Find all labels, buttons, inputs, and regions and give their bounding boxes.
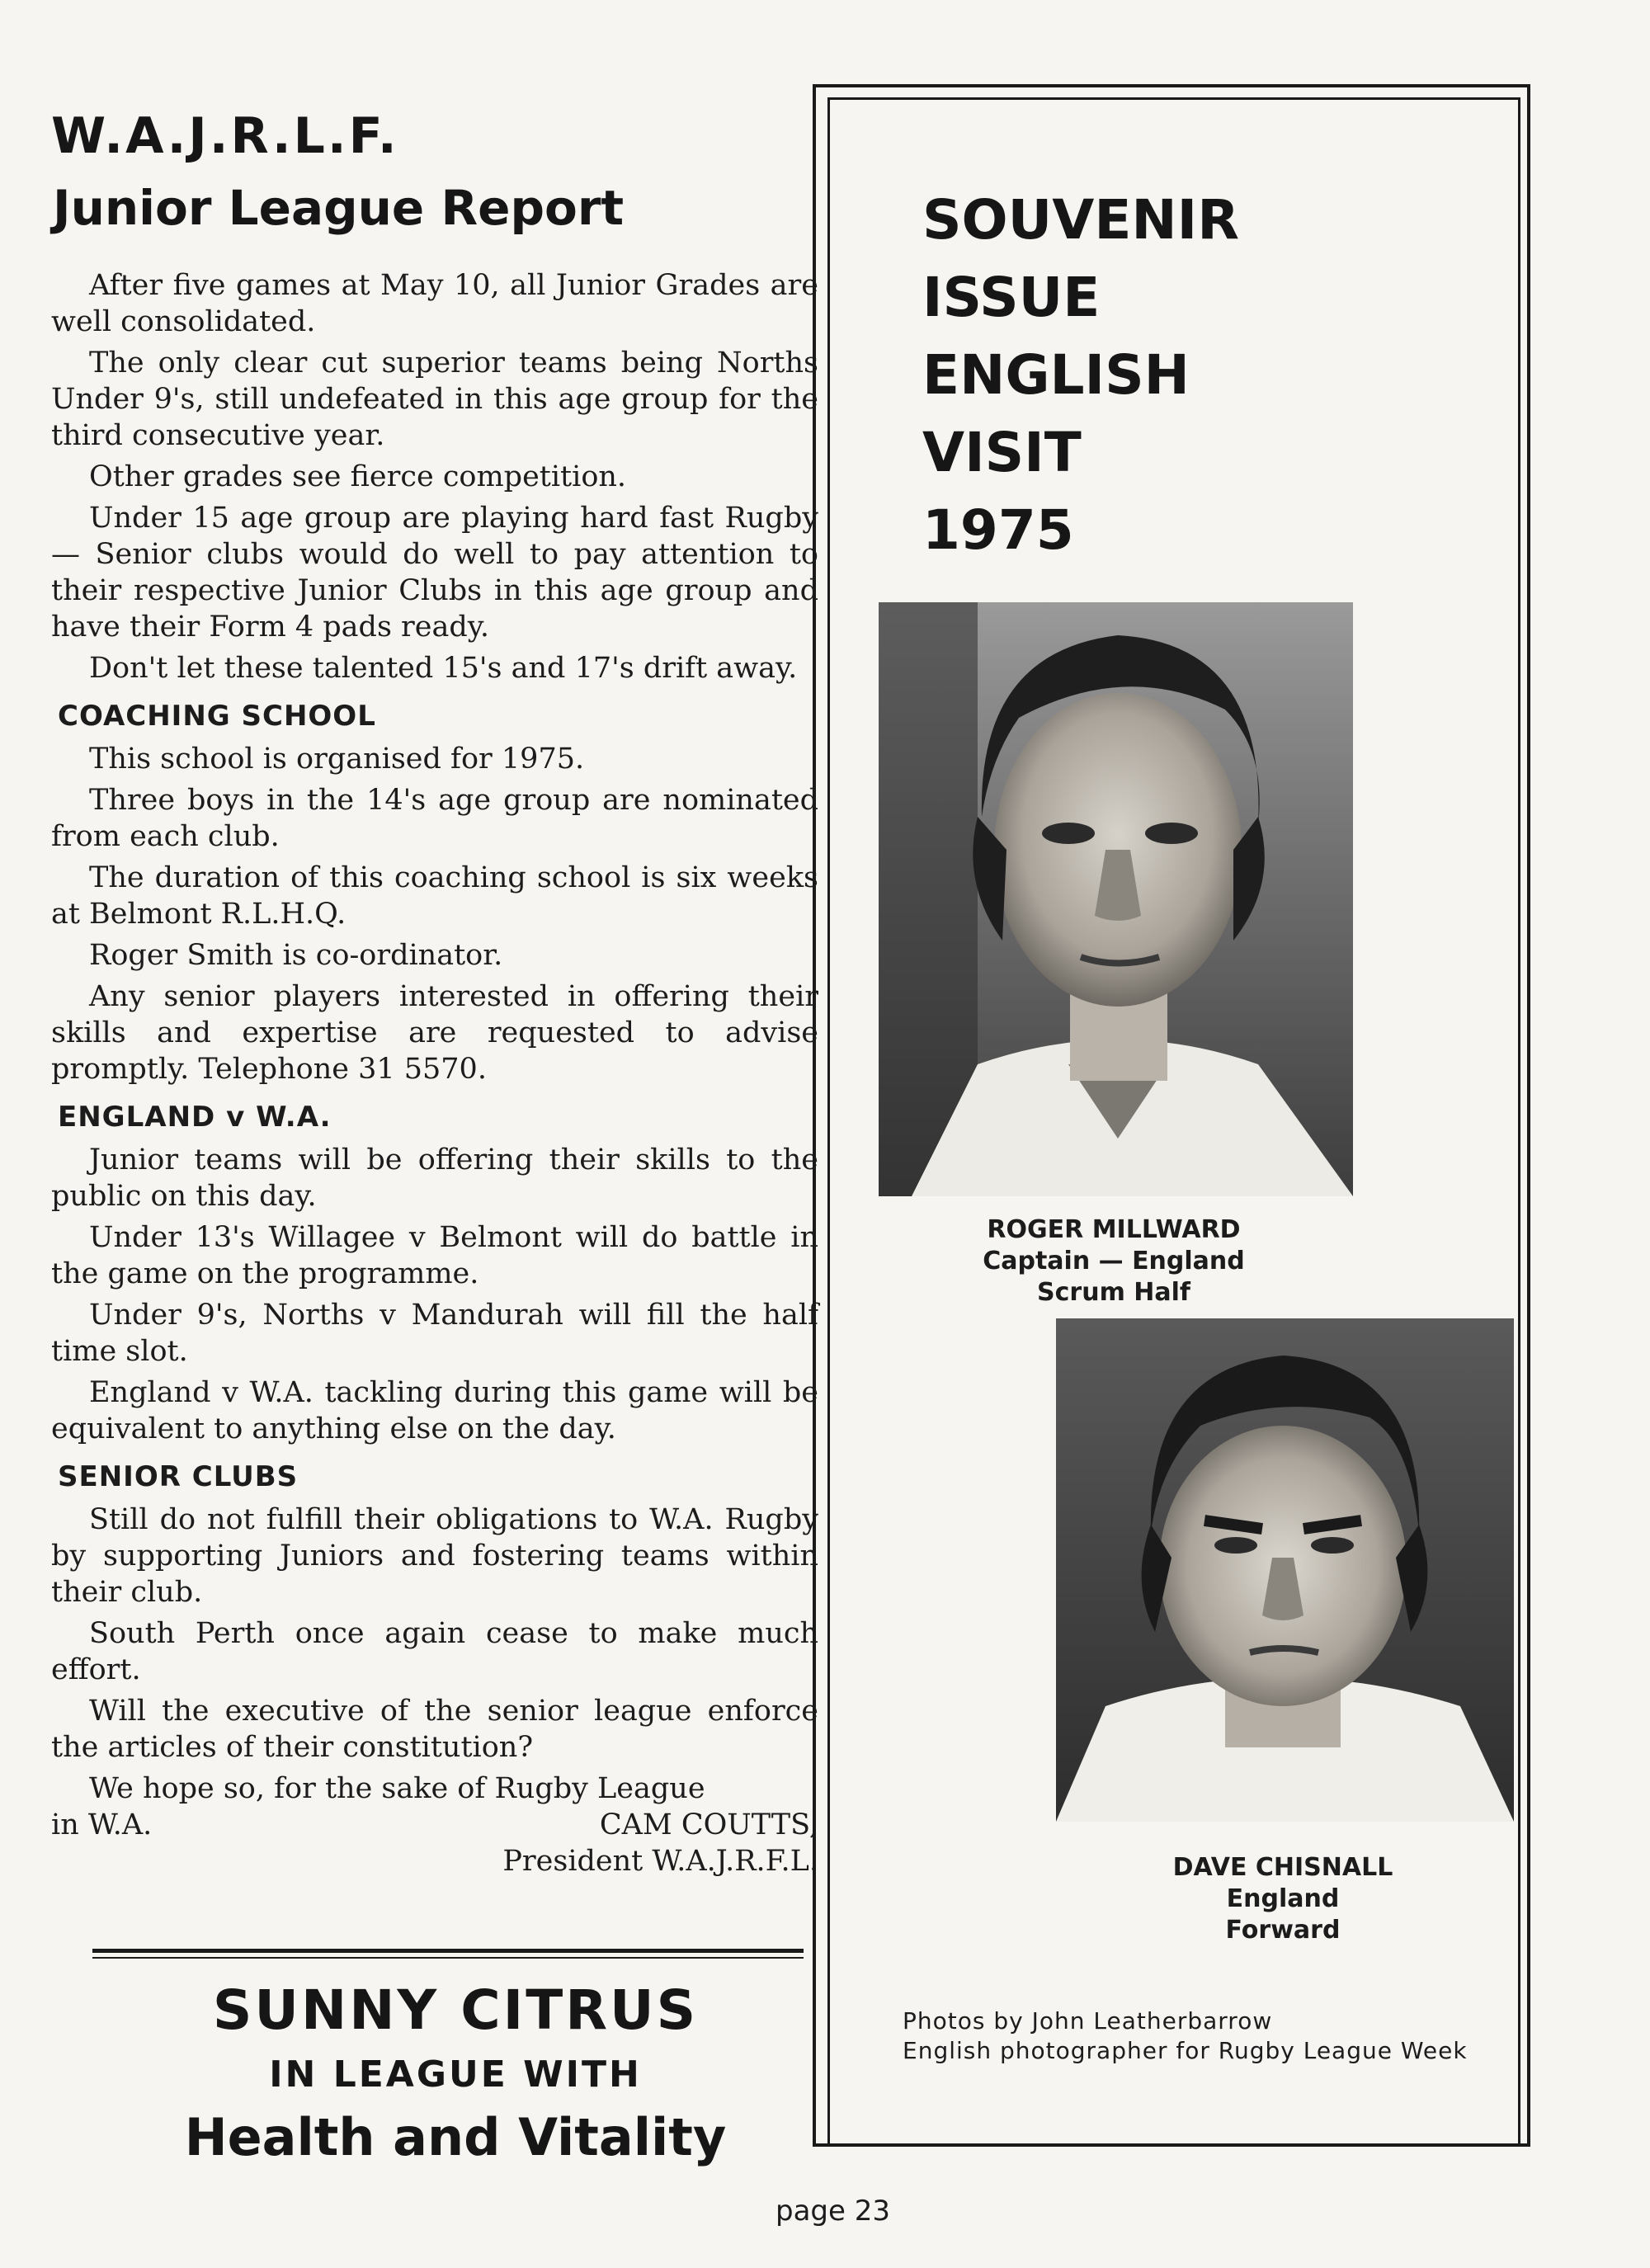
intro-paragraph: Other grades see fierce competition.: [89, 460, 627, 493]
souvenir-line: VISIT: [922, 421, 1082, 484]
divider-rule: [92, 1957, 804, 1959]
page-number: page 23: [776, 2195, 890, 2228]
player-role: Captain — England: [983, 1247, 1245, 1275]
dave-chisnall-photo: [1056, 1318, 1514, 1822]
coaching-school-heading: COACHING SCHOOL: [58, 700, 376, 733]
england-paragraph: Junior teams will be offering their skills to the public on this day.: [51, 1143, 818, 1213]
dave-chisnall-caption: [1101, 1852, 1464, 1946]
england-paragraph: Under 13's Willagee v Belmont will do battle in the game on the programme.: [51, 1221, 818, 1290]
report-title: Junior League Report: [53, 180, 625, 236]
intro-paragraph: Don't let these talented 15's and 17's drift away.: [89, 652, 798, 685]
souvenir-line: ISSUE: [922, 266, 1101, 329]
senior-clubs-heading: SENIOR CLUBS: [58, 1460, 299, 1493]
coaching-paragraph: This school is organised for 1975.: [89, 743, 585, 776]
england-paragraph: Under 9's, Norths v Mandurah will fill the half time slot.: [51, 1299, 818, 1368]
player-role: England: [1226, 1884, 1340, 1913]
advert-line-3: Health and Vitality: [184, 2107, 727, 2167]
divider-rule: [92, 1949, 804, 1953]
photo-credit-line: English photographer for Rugby League Week: [903, 2037, 1468, 2064]
coaching-paragraph: Any senior players interested in offering their skills and expertise are requested to advise promptly. Telephone 31 5570.: [51, 980, 818, 1086]
closing-line: We hope so, for the sake of Rugby League: [89, 1772, 705, 1805]
england-wa-heading: ENGLAND v W.A.: [58, 1101, 332, 1134]
sunny-citrus-advert: [92, 1964, 818, 2167]
signature-role: President W.A.J.R.F.L.: [502, 1845, 818, 1878]
souvenir-line: 1975: [922, 498, 1074, 562]
player-name: ROGER MILLWARD: [987, 1215, 1241, 1244]
roger-millward-caption: [940, 1214, 1287, 1308]
souvenir-heading: [922, 182, 1239, 569]
advert-line-2: IN LEAGUE WITH: [269, 2053, 642, 2096]
senior-paragraph: Will the executive of the senior league enforce the articles of their constitution?: [51, 1695, 818, 1764]
coaching-paragraph: The duration of this coaching school is six weeks at Belmont R.L.H.Q.: [51, 861, 818, 931]
intro-paragraph: After five games at May 10, all Junior Grades are well consolidated.: [51, 269, 818, 338]
senior-paragraph: Still do not fulfill their obligations to W.A. Rugby by supporting Juniors and fostering teams within their club.: [51, 1503, 818, 1609]
coaching-paragraph: Roger Smith is co-ordinator.: [89, 939, 503, 972]
advert-line-1: SUNNY CITRUS: [212, 1978, 699, 2042]
roger-millward-photo: [879, 602, 1353, 1196]
portrait-image: [879, 602, 1353, 1196]
photo-credit-line: Photos by John Leatherbarrow: [903, 2007, 1273, 2035]
junior-league-report: [51, 107, 818, 1878]
portrait-image: [1056, 1318, 1514, 1822]
signature-name: CAM COUTTS,: [599, 1808, 818, 1841]
souvenir-line: SOUVENIR: [922, 188, 1240, 252]
coaching-paragraph: Three boys in the 14's age group are nominated from each club.: [51, 784, 818, 853]
player-position: Forward: [1225, 1916, 1341, 1945]
closing-line-end: in W.A.: [51, 1808, 153, 1841]
photo-credit: [903, 2006, 1468, 2066]
player-position: Scrum Half: [1037, 1278, 1190, 1307]
england-paragraph: England v W.A. tackling during this game will be equivalent to anything else on the day.: [51, 1376, 818, 1445]
org-title: W.A.J.R.L.F.: [51, 107, 399, 165]
player-name: DAVE CHISNALL: [1172, 1853, 1393, 1882]
souvenir-line: ENGLISH: [922, 343, 1190, 407]
senior-paragraph: South Perth once again cease to make much effort.: [51, 1617, 818, 1686]
intro-paragraph: The only clear cut superior teams being Norths Under 9's, still undefeated in this age group for the third consecutive year.: [51, 347, 818, 452]
intro-paragraph: Under 15 age group are playing hard fast Rugby — Senior clubs would do well to pay attention to their respective Junior Clubs in this age group and have their Form 4 pads ready.: [51, 502, 818, 644]
signoff: [51, 1771, 818, 1878]
